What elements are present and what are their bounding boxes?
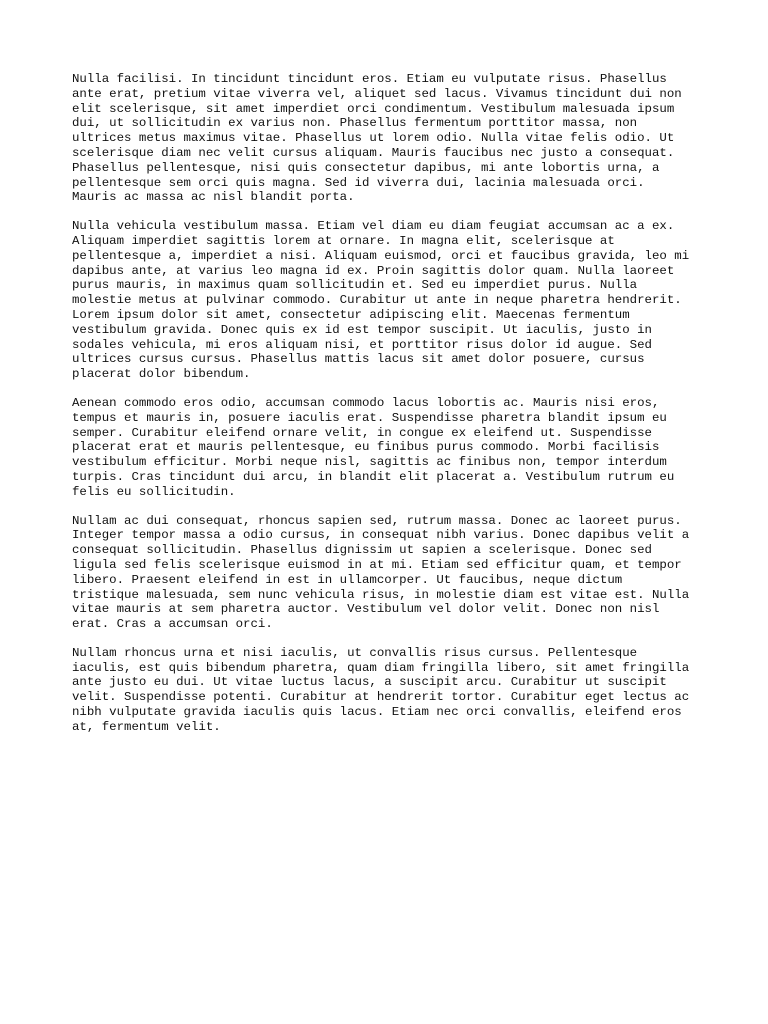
paragraph-4: Nullam ac dui consequat, rhoncus sapien sed, rutrum massa. Donec ac laoreet purus. Integer tempor massa a odio cursus, in consequat nibh varius. Donec dapibus velit a consequat sollicitudin. Phasellus dignissim ut sapien a scelerisque. Donec sed ligula sed felis scelerisque euismod in at mi. Etiam sed efficitur quam, et tempor libero. Praesent eleifend in est in ullamcorper. Ut faucibus, neque dictum tristique malesuada, sem nunc vehicula risus, in molestie diam est vitae est. Nulla vitae mauris at sem pharetra auctor. Vestibulum vel dolor velit. Donec non nisl erat. Cras a accumsan orci. <box>72 513 690 632</box>
paragraph-1: Nulla facilisi. In tincidunt tincidunt eros. Etiam eu vulputate risus. Phasellus ante erat, pretium vitae viverra vel, aliquet sed lacus. Vivamus tincidunt dui non elit scelerisque, sit amet imperdiet orci condimentum. Vestibulum malesuada ipsum dui, ut sollicitudin ex varius non. Phasellus fermentum porttitor massa, non ultrices metus maximus vitae. Phasellus ut lorem odio. Nulla vitae felis odio. Ut scelerisque diam nec velit cursus aliquam. Mauris faucibus nec justo a consequat. Phasellus pellentesque, nisi quis consectetur dapibus, mi ante lobortis urna, a pellentesque sem orci quis magna. Sed id viverra dui, lacinia malesuada orci. Mauris ac massa ac nisl blandit porta. <box>72 72 682 205</box>
document-page <box>72 72 712 749</box>
paragraph-2: Nulla vehicula vestibulum massa. Etiam vel diam eu diam feugiat accumsan ac a ex. Aliquam imperdiet sagittis lorem at ornare. In magna elit, scelerisque at pellentesque a, imperdiet a nisi. Aliquam euismod, orci et faucibus gravida, leo mi dapibus ante, at varius leo magna id ex. Proin sagittis dolor quam. Nulla laoreet purus mauris, in maximus quam sollicitudin et. Sed eu imperdiet purus. Nulla molestie metus at pulvinar commodo. Curabitur ut ante in neque pharetra hendrerit. Lorem ipsum dolor sit amet, consectetur adipiscing elit. Maecenas fermentum vestibulum gravida. Donec quis ex id est tempor suscipit. Ut iaculis, justo in sodales vehicula, mi eros aliquam nisi, et porttitor risus dolor id augue. Sed ultrices cursus cursus. Phasellus mattis lacus sit amet dolor posuere, cursus placerat dolor bibendum. <box>72 219 690 382</box>
paragraph-5: Nullam rhoncus urna et nisi iaculis, ut convallis risus cursus. Pellentesque iaculis, est quis bibendum pharetra, quam diam fringilla libero, sit amet fringilla ante justo eu dui. Ut vitae luctus lacus, a suscipit arcu. Curabitur ut suscipit velit. Suspendisse potenti. Curabitur at hendrerit tortor. Curabitur eget lectus ac nibh vulputate gravida iaculis quis lacus. Etiam nec orci convallis, eleifend eros at, fermentum velit. <box>72 645 690 734</box>
paragraph-3: Aenean commodo eros odio, accumsan commodo lacus lobortis ac. Mauris nisi eros, tempus et mauris in, posuere iaculis erat. Suspendisse pharetra blandit ipsum eu semper. Curabitur eleifend ornare velit, in congue ex eleifend ut. Suspendisse placerat erat et mauris pellentesque, eu finibus purus commodo. Morbi facilisis vestibulum efficitur. Morbi neque nisl, sagittis ac finibus non, tempor interdum turpis. Cras tincidunt dui arcu, in blandit elit placerat a. Vestibulum rutrum eu felis eu sollicitudin. <box>72 395 675 499</box>
